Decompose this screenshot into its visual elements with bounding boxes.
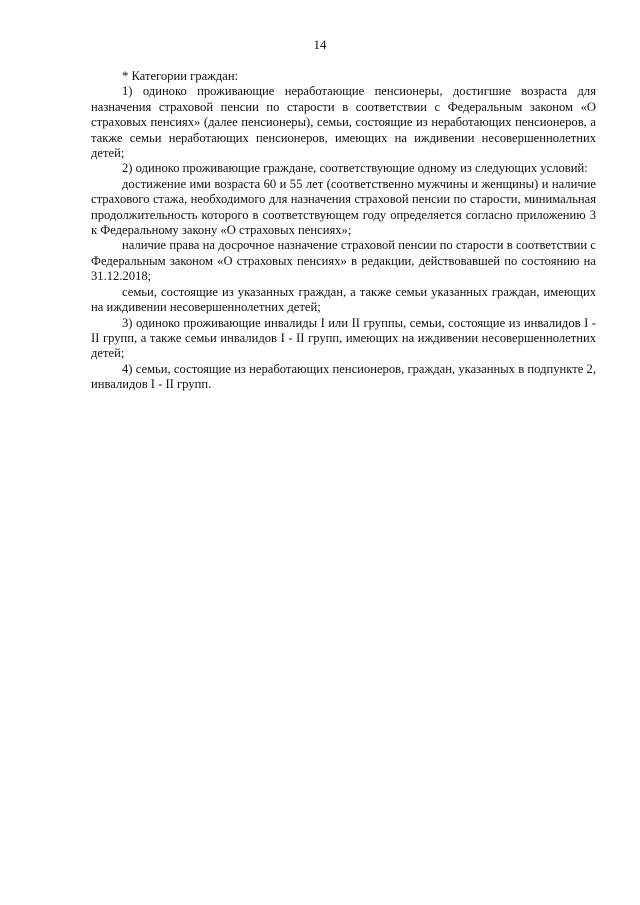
paragraph-category-2-families: семьи, состоящие из указанных граждан, а также семьи указанных граждан, имеющих на иждивении несовершеннолетних детей;	[91, 284, 596, 315]
paragraph-citizen-categories-heading: * Категории граждан:	[122, 69, 239, 83]
page-number: 14	[313, 37, 327, 52]
paragraph-category-4: 4) семьи, состоящие из неработающих пенсионеров, граждан, указанных в подпункте 2, инвалидов I - II групп.	[91, 361, 596, 392]
paragraph-category-2: 2) одиноко проживающие граждане, соответствующие одному из следующих условий:	[122, 161, 588, 176]
paragraph-category-2-condition-age: достижение ими возраста 60 и 55 лет (соответственно мужчины и женщины) и наличие страхового стажа, необходимого для назначения страховой пенсии по старости, минимальная продолжительность которого в соответствующем году определяется согласно приложению 3 к Федеральному закону «О страховых пенсиях»;	[91, 176, 596, 238]
paragraph-category-2-condition-early-pension: наличие права на досрочное назначение страховой пенсии по старости в соответствии с Федеральным законом «О страховых пенсиях» в редакции, действовавшей по состоянию на 31.12.2018;	[91, 238, 596, 284]
document-body	[91, 69, 596, 393]
paragraph-category-1: 1) одиноко проживающие неработающие пенсионеры, достигшие возраста для назначения страховой пенсии по старости в соответствии с Федеральным законом «О страховых пенсиях» (далее пенсионеры), семьи, состоящие из неработающих пенсионеров, а также семьи неработающих пенсионеров, имеющих на иждивении несовершеннолетних детей;	[91, 84, 596, 161]
paragraph-category-3: 3) одиноко проживающие инвалиды I или II группы, семьи, состоящие из инвалидов I - II групп, а также семьи инвалидов I - II групп, имеющих на иждивении несовершеннолетних детей;	[91, 315, 596, 361]
